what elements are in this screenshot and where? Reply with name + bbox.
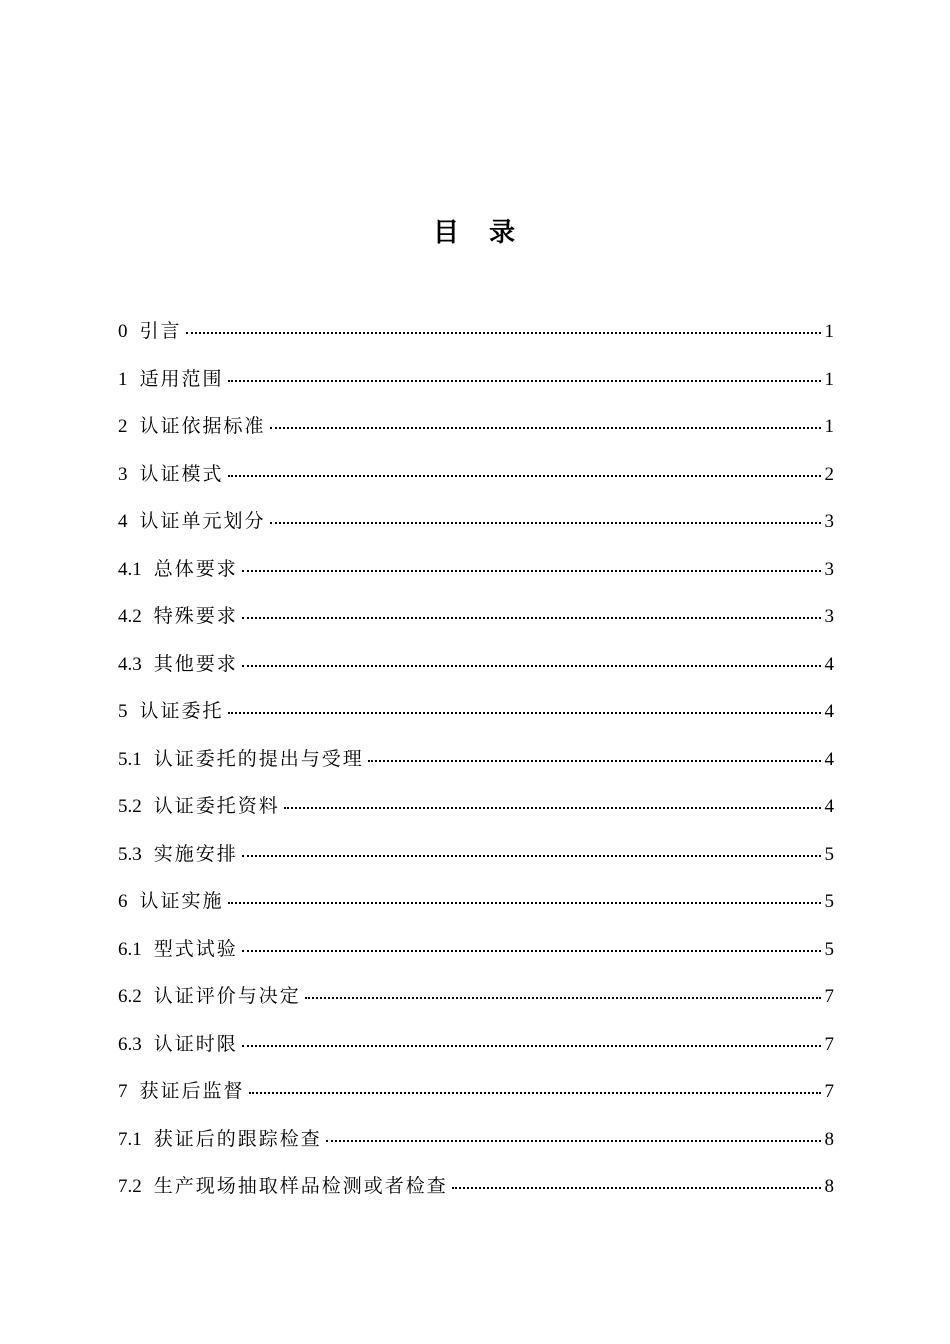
toc-entry-text: 认证时限 (153, 1032, 238, 1055)
toc-dot-leader (242, 855, 821, 857)
toc-entry-number: 4.1 (118, 558, 142, 580)
toc-entry-number: 5 (118, 701, 128, 722)
toc-entry-1[interactable] (118, 362, 834, 410)
toc-entry-number: 0 (118, 321, 128, 342)
toc-dot-leader (270, 427, 821, 429)
toc-entry-8[interactable] (118, 694, 834, 742)
toc-entry-10[interactable] (118, 789, 834, 837)
toc-entry-page: 8 (824, 1128, 834, 1150)
toc-entry-page: 3 (824, 511, 834, 532)
toc-entry-6[interactable] (118, 599, 834, 647)
toc-entry-number: 4.2 (118, 606, 142, 627)
toc-entry-page: 1 (824, 368, 834, 390)
toc-entry-number: 6.2 (118, 986, 142, 1007)
toc-entry-4[interactable] (118, 504, 834, 552)
toc-entry-text: 生产现场抽取样品检测或者检查 (153, 1175, 448, 1197)
toc-dot-leader (326, 1140, 821, 1142)
toc-entry-number: 7.2 (118, 1176, 142, 1197)
toc-entry-text: 认证委托资料 (153, 795, 280, 817)
toc-list (118, 314, 834, 1217)
toc-entry-18[interactable] (118, 1169, 834, 1217)
toc-dot-leader (228, 902, 821, 904)
toc-entry-page: 1 (824, 416, 834, 437)
toc-entry-16[interactable] (118, 1074, 834, 1122)
toc-dot-leader (242, 1045, 821, 1047)
toc-entry-page: 7 (824, 986, 834, 1007)
toc-title: 目 录 (432, 218, 517, 248)
toc-dot-leader (368, 760, 821, 762)
toc-dot-leader (228, 712, 821, 714)
toc-entry-text: 适用范围 (139, 367, 224, 390)
toc-entry-text: 认证委托 (139, 700, 224, 722)
toc-entry-page: 5 (824, 891, 834, 912)
toc-entry-text: 获证后监督 (139, 1080, 245, 1102)
toc-entry-page: 7 (824, 1081, 834, 1102)
toc-entry-17[interactable] (118, 1122, 834, 1170)
toc-entry-page: 2 (824, 463, 834, 485)
toc-entry-text: 认证实施 (139, 890, 224, 912)
toc-entry-number: 6.1 (118, 938, 142, 960)
toc-entry-text: 认证单元划分 (139, 510, 266, 532)
toc-entry-number: 3 (118, 463, 128, 485)
toc-entry-page: 4 (824, 701, 834, 722)
toc-entry-13[interactable] (118, 932, 834, 980)
toc-entry-15[interactable] (118, 1027, 834, 1075)
toc-entry-3[interactable] (118, 457, 834, 505)
toc-entry-page: 3 (824, 558, 834, 580)
toc-entry-2[interactable] (118, 409, 834, 457)
toc-entry-page: 3 (824, 606, 834, 627)
toc-entry-text: 实施安排 (153, 842, 238, 865)
toc-dot-leader (242, 665, 821, 667)
toc-dot-leader (452, 1187, 821, 1189)
toc-entry-number: 7.1 (118, 1128, 142, 1150)
toc-entry-page: 4 (824, 748, 834, 770)
toc-entry-number: 5.2 (118, 796, 142, 817)
toc-entry-text: 引言 (139, 320, 182, 342)
toc-entry-page: 4 (824, 796, 834, 817)
toc-dot-leader (305, 997, 821, 999)
toc-dot-leader (228, 475, 821, 477)
toc-entry-number: 4.3 (118, 653, 142, 675)
toc-dot-leader (186, 332, 821, 334)
toc-entry-number: 6.3 (118, 1033, 142, 1055)
toc-entry-page: 5 (824, 938, 834, 960)
toc-entry-12[interactable] (118, 884, 834, 932)
toc-entry-text: 认证依据标准 (139, 415, 266, 437)
toc-entry-9[interactable] (118, 742, 834, 790)
toc-entry-text: 认证委托的提出与受理 (153, 747, 364, 770)
toc-entry-page: 1 (824, 321, 834, 342)
toc-dot-leader (249, 1092, 821, 1094)
toc-entry-text: 总体要求 (153, 557, 238, 580)
toc-entry-7[interactable] (118, 647, 834, 695)
toc-entry-5[interactable] (118, 552, 834, 600)
toc-dot-leader (284, 807, 821, 809)
toc-entry-number: 6 (118, 891, 128, 912)
toc-entry-number: 5.1 (118, 748, 142, 770)
toc-entry-0[interactable] (118, 314, 834, 362)
toc-dot-leader (270, 522, 821, 524)
toc-entry-page: 8 (824, 1176, 834, 1197)
toc-entry-text: 获证后的跟踪检查 (153, 1127, 322, 1150)
toc-entry-number: 5.3 (118, 843, 142, 865)
toc-entry-text: 特殊要求 (153, 605, 238, 627)
toc-entry-number: 1 (118, 368, 128, 390)
toc-entry-page: 7 (824, 1033, 834, 1055)
toc-dot-leader (228, 380, 821, 382)
toc-dot-leader (242, 950, 821, 952)
toc-entry-number: 4 (118, 511, 128, 532)
toc-entry-number: 2 (118, 416, 128, 437)
toc-entry-text: 型式试验 (153, 937, 238, 960)
toc-entry-text: 认证模式 (139, 462, 224, 485)
toc-entry-text: 认证评价与决定 (153, 985, 301, 1007)
toc-entry-page: 4 (824, 653, 834, 675)
toc-entry-page: 5 (824, 843, 834, 865)
toc-entry-11[interactable] (118, 837, 834, 885)
toc-entry-text: 其他要求 (153, 652, 238, 675)
toc-entry-14[interactable] (118, 979, 834, 1027)
toc-dot-leader (242, 617, 821, 619)
toc-entry-number: 7 (118, 1081, 128, 1102)
toc-dot-leader (242, 570, 821, 572)
